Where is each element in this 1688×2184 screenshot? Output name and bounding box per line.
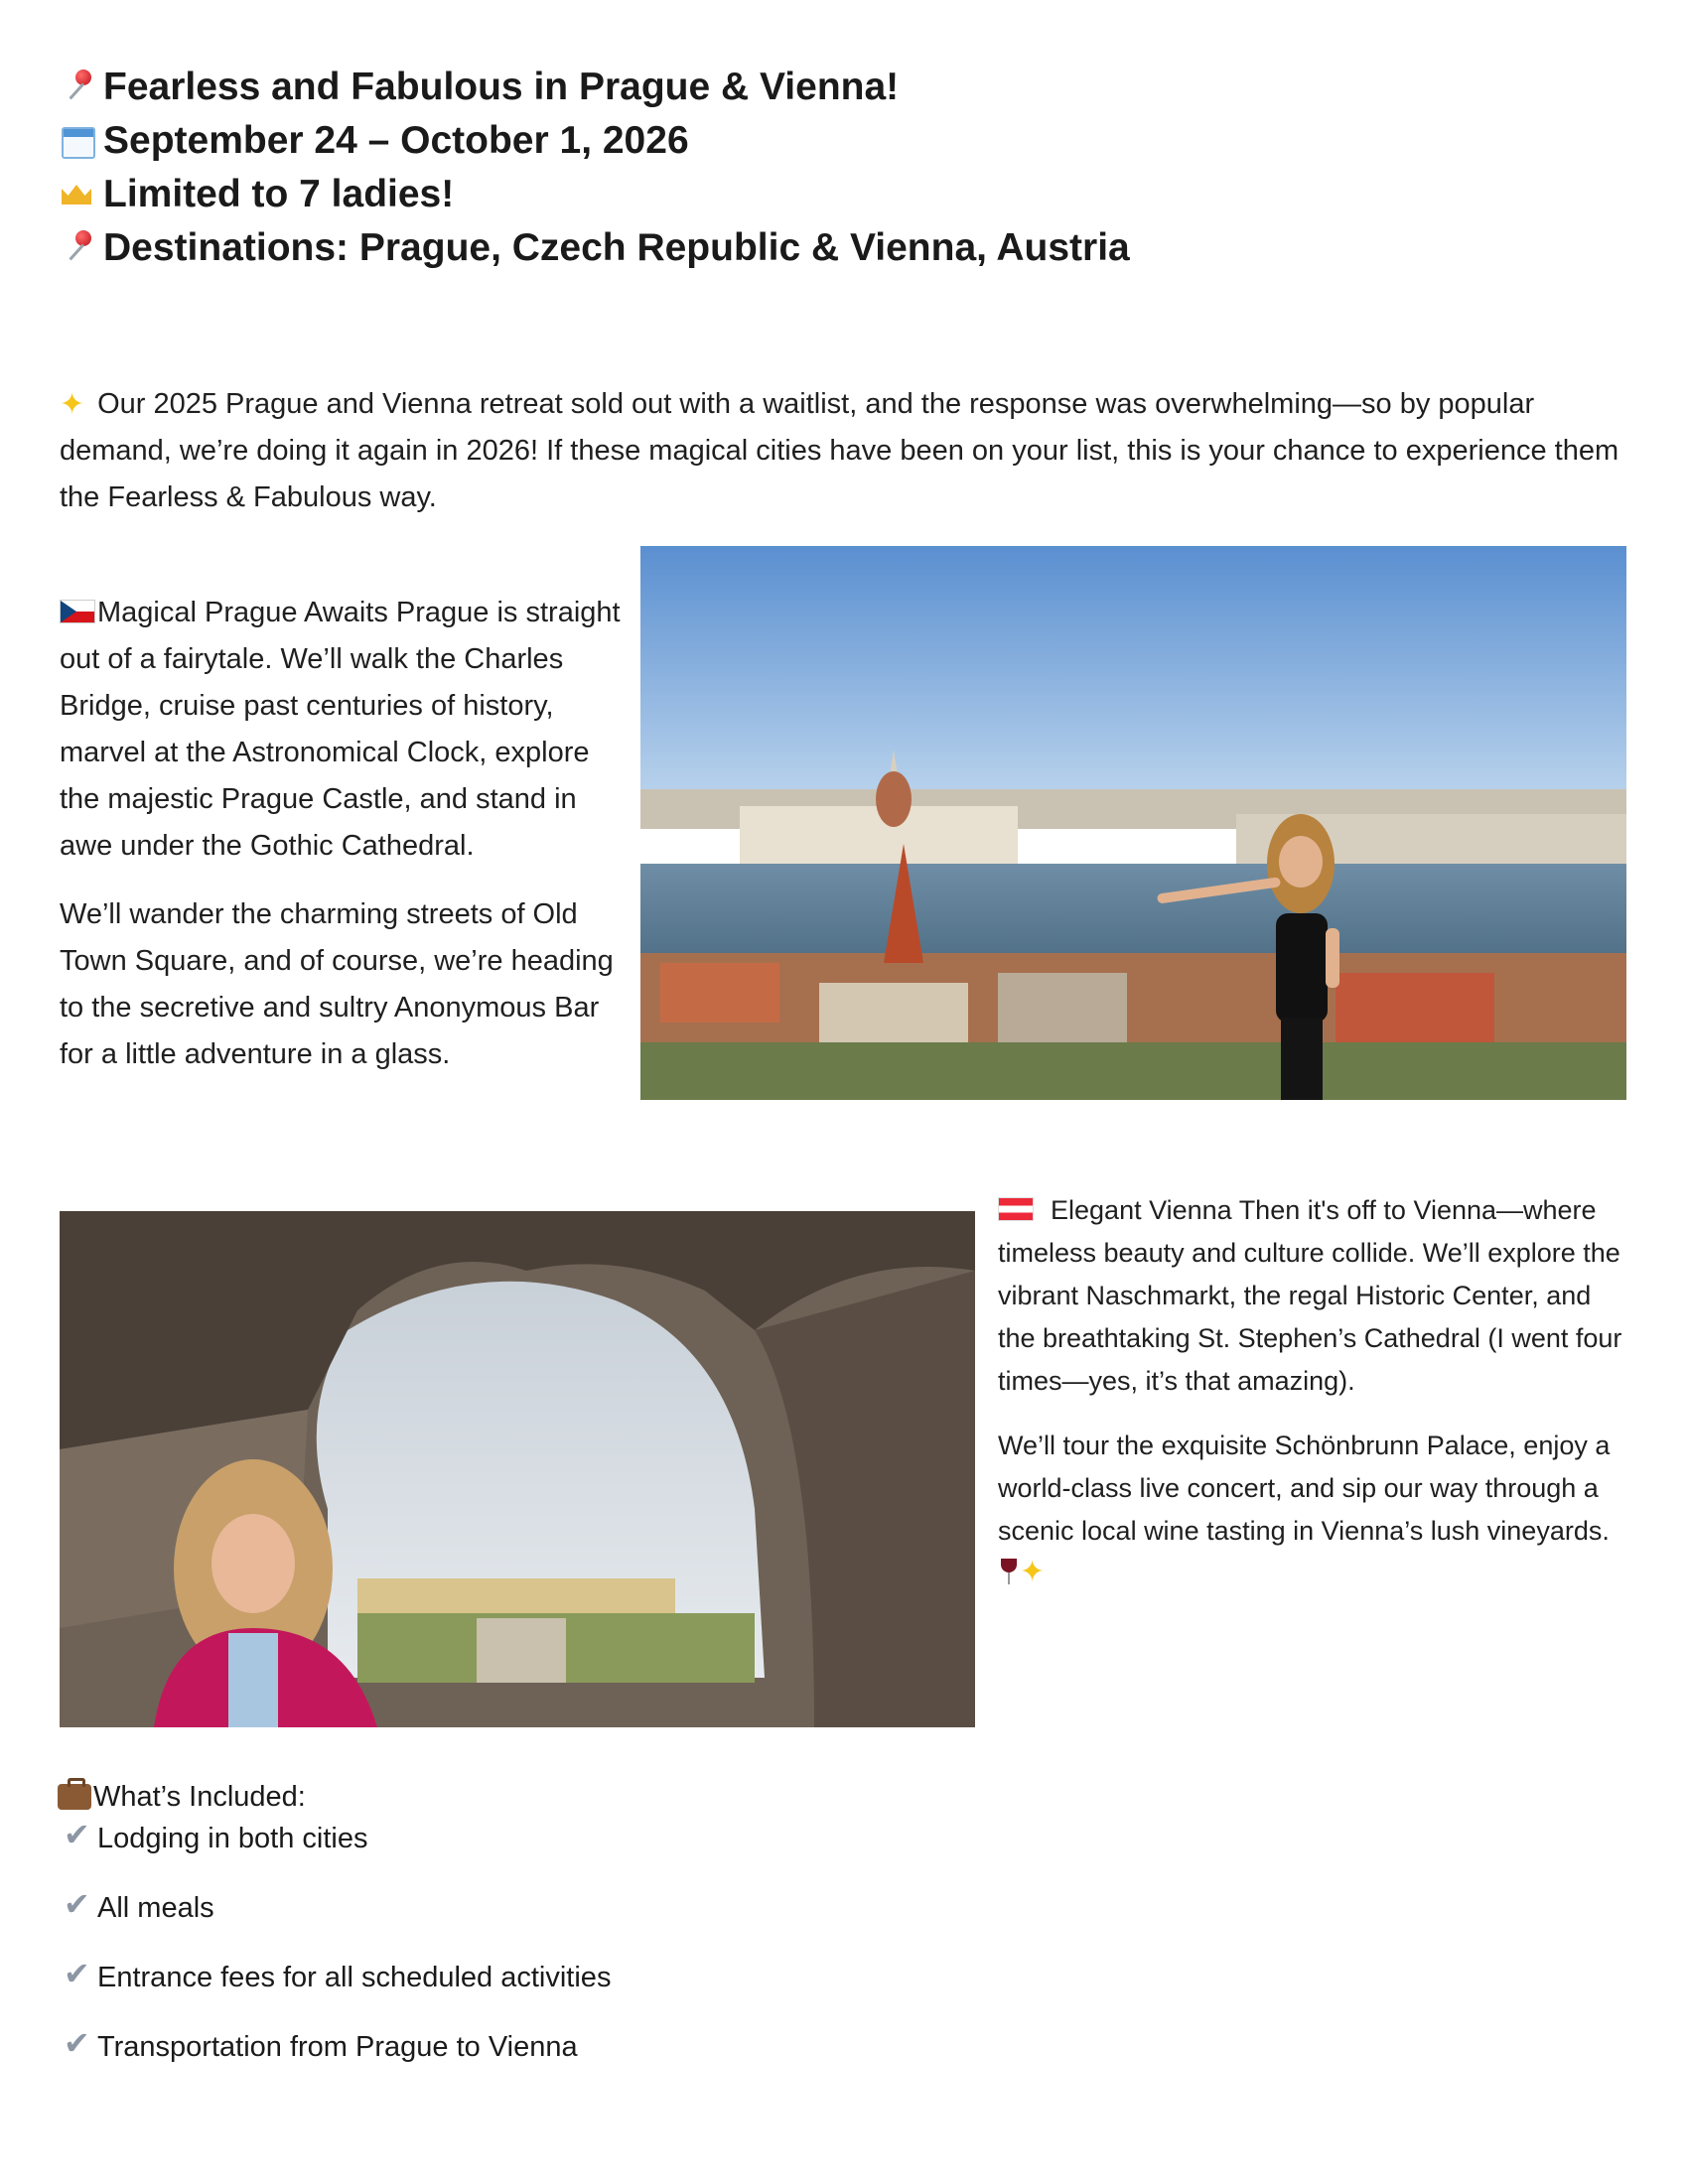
headline-text: Fearless and Fabulous in Prague & Vienna! [103,66,900,108]
check-mark-icon [62,2027,97,2067]
headline-text: Limited to 7 ladies! [103,173,455,215]
briefcase-icon [58,1784,91,1810]
prague-paragraph-2: We’ll wander the charming streets of Old Town Square, and of course, we’re heading to the secretive and sultry Anonymous Bar for a little adventure in a glass. [60,898,614,1070]
pushpin-icon [58,68,97,107]
headline-text: Destinations: Prague, Czech Republic & Vienna, Austria [103,226,1130,269]
wine-glass-icon [998,1557,1020,1586]
included-title-text: What’s Included: [93,1781,306,1813]
pushpin-icon [58,228,97,268]
vienna-section [998,1189,1633,1595]
list-item [62,1888,611,1958]
vienna-paragraph-2: We’ll tour the exquisite Schönbrunn Palace, enjoy a world-class live concert, and sip our way through a scenic local wine tasting in Vienna’s lush vineyards. [998,1431,1611,1546]
crown-icon [58,175,97,214]
austria-flag-icon [998,1197,1034,1221]
check-mark-icon [62,1958,97,1997]
headline-limit [58,169,454,220]
sparkles-icon [1020,1557,1050,1586]
check-mark-icon [62,1819,97,1858]
headline-text: September 24 – October 1, 2026 [103,119,689,162]
included-title [58,1777,306,1817]
sparkles-icon [60,387,89,417]
headline-trip-title [58,62,899,113]
list-item-text: Entrance fees for all scheduled activities [97,1962,612,1993]
list-item [62,1958,611,2027]
intro-paragraph [60,381,1638,521]
headline-destinations [58,222,1130,274]
headline-dates [58,115,689,167]
list-item [62,2027,611,2097]
list-item-text: Lodging in both cities [97,1823,368,1854]
prague-skyline-photo [640,546,1626,1100]
schonbrunn-grotto-photo [60,1211,975,1727]
check-mark-icon [62,1888,97,1928]
prague-paragraph-1: Magical Prague Awaits Prague is straight out of a fairytale. We’ll walk the Charles Bridge, cruise past centuries of history, marvel at the Astronomical Clock, explore the majestic Prague Castle, and stand in awe under the Gothic Cathedral. [60,597,621,862]
czech-flag-icon [60,600,95,623]
intro-text: Our 2025 Prague and Vienna retreat sold out with a waitlist, and the response was overwhelming—so by popular demand, we’re doing it again in 2026! If these magical cities have been on your list, this is your chance to experience them the Fearless & Fabulous way. [60,388,1619,513]
prague-section [60,590,626,1078]
list-item-text: All meals [97,1892,214,1924]
list-item [62,1819,611,1888]
calendar-icon [58,121,97,161]
list-item-text: Transportation from Prague to Vienna [97,2031,578,2063]
vienna-paragraph-1: Elegant Vienna Then it's off to Vienna—where timeless beauty and culture collide. We’ll explore the vibrant Naschmarkt, the regal Historic Center, and the breathtaking St. Stephen’s Cathedral (I went four times—yes, it’s that amazing). [998,1195,1622,1396]
included-list [62,1819,611,2097]
